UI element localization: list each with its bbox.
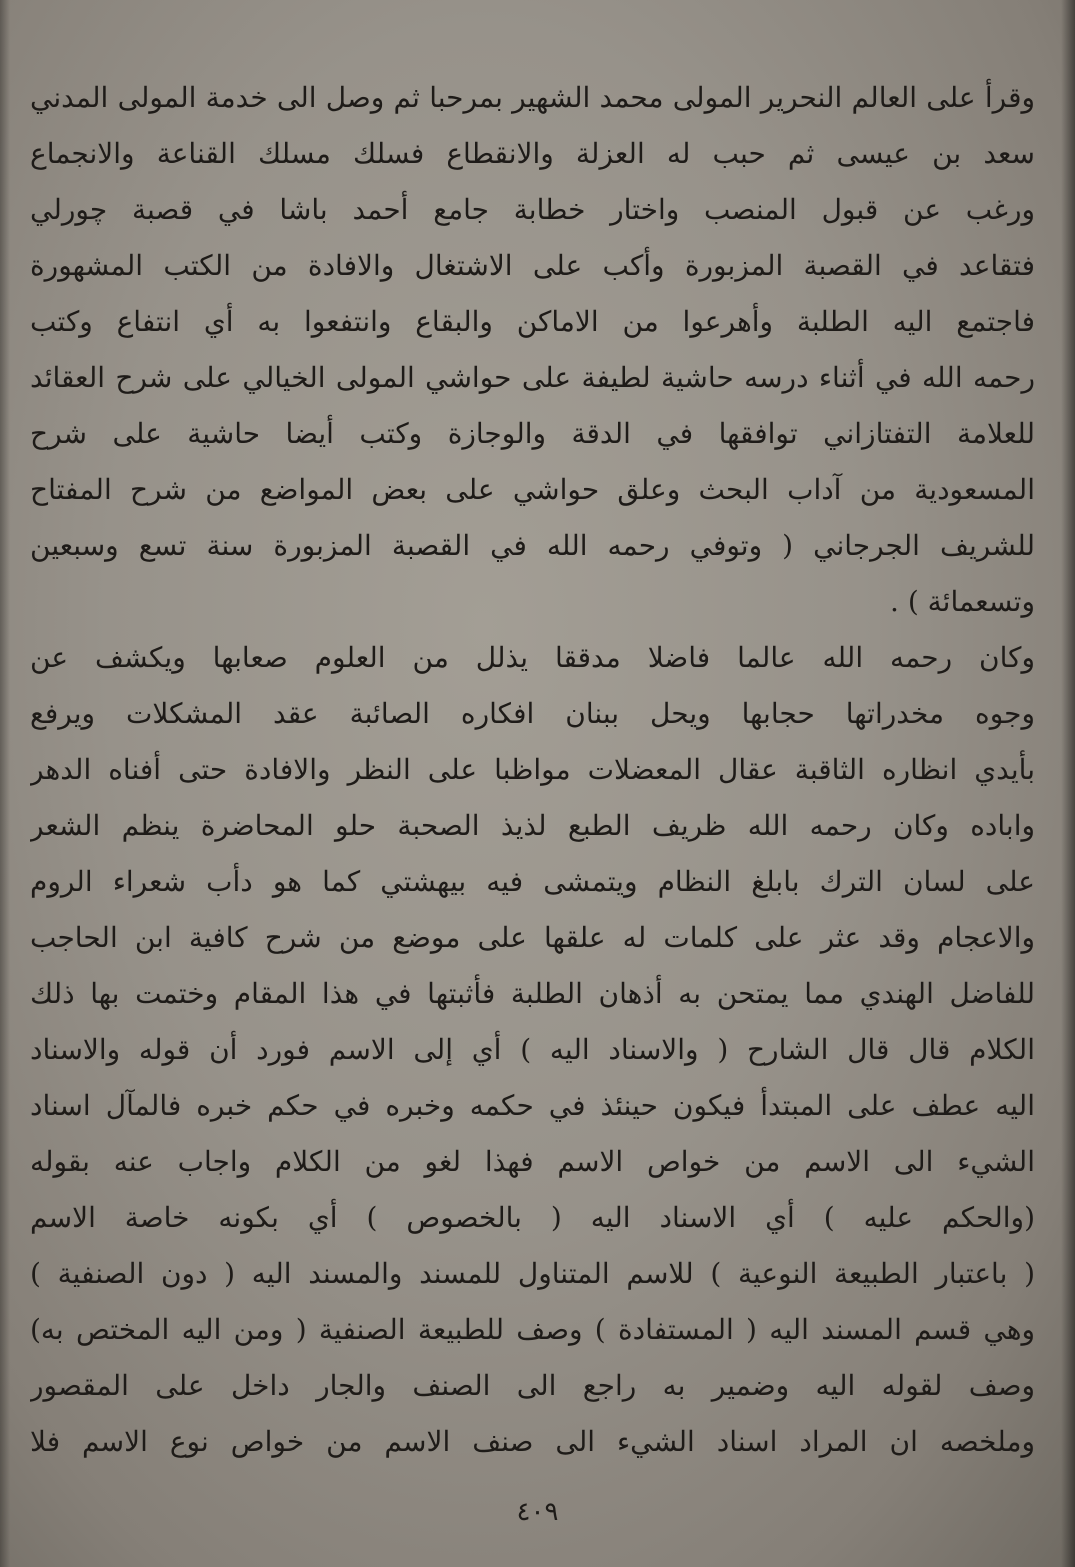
text-line-19: اليه عطف على المبتدأ فيكون حينئذ في حكمه وخبره في حكم خبره فالمآل اسناد bbox=[30, 1089, 1035, 1122]
text-line-23: وهي قسم المسند اليه ( المستفادة ) وصف للطبيعة الصنفية ( ومن اليه المختص به) bbox=[30, 1313, 1035, 1346]
text-line-1: وقرأ على العالم النحرير المولى محمد الشهير بمرحبا ثم وصل الى خدمة المولى المدني bbox=[30, 81, 1035, 114]
text-line-3: ورغب عن قبول المنصب واختار خطابة جامع أحمد باشا في قصبة چورلي bbox=[30, 193, 1035, 226]
text-line-7: للعلامة التفتازاني توافقها في الدقة والوجازة وكتب أيضا حاشية على شرح bbox=[30, 417, 1035, 450]
text-line-13: بأيدي انظاره الثاقبة عقال المعضلات مواظبا على النظر والافادة حتى أفناه الدهر bbox=[30, 753, 1035, 786]
text-line-12: وجوه مخدراتها حجابها ويحل ببنان افكاره الصائبة عقد المشكلات ويرفع bbox=[30, 697, 1035, 730]
text-line-9: للشريف الجرجاني ( وتوفي رحمه الله في القصبة المزبورة سنة تسع وسبعين bbox=[30, 529, 1035, 562]
text-line-22: ( باعتبار الطبيعة النوعية ) للاسم المتناول للمسند والمسند اليه ( دون الصنفية ) bbox=[30, 1257, 1035, 1290]
text-line-5: فاجتمع اليه الطلبة وأهرعوا من الاماكن والبقاع وانتفعوا به أي انتفاع وكتب bbox=[30, 305, 1035, 338]
text-line-25: وملخصه ان المراد اسناد الشيء الى صنف الاسم من خواص نوع الاسم فلا bbox=[30, 1425, 1035, 1458]
text-line-20: الشيء الى الاسم من خواص الاسم فهذا لغو من الكلام واجاب عنه بقوله bbox=[30, 1145, 1035, 1178]
page-text bbox=[30, 70, 1035, 1470]
text-line-2: سعد بن عيسى ثم حبب له العزلة والانقطاع فسلك مسلك القناعة والانجماع bbox=[30, 137, 1035, 170]
text-line-16: والاعجام وقد عثر على كلمات له علقها على موضع من شرح كافية ابن الحاجب bbox=[30, 921, 1035, 954]
text-line-4: فتقاعد في القصبة المزبورة وأكب على الاشتغال والافادة من الكتب المشهورة bbox=[30, 249, 1035, 282]
text-line-21: (والحكم عليه ) أي الاسناد اليه ( بالخصوص ) أي بكونه خاصة الاسم bbox=[30, 1201, 1035, 1234]
text-line-6: رحمه الله في أثناء درسه حاشية لطيفة على حواشي المولى الخيالي على شرح العقائد bbox=[30, 361, 1035, 394]
text-line-10: وتسعمائة ) . bbox=[890, 585, 1035, 618]
text-line-8: المسعودية من آداب البحث وعلق حواشي على بعض المواضع من شرح المفتاح bbox=[30, 473, 1035, 506]
text-line-15: على لسان الترك بابلغ النظام ويتمشى فيه بيهشتي كما هو دأب شعراء الروم bbox=[30, 865, 1035, 898]
text-line-14: واباده وكان رحمه الله ظريف الطبع لذيذ الصحبة حلو المحاضرة ينظم الشعر bbox=[30, 809, 1035, 842]
text-line-18: الكلام قال قال الشارح ( والاسناد اليه ) أي إلى الاسم فورد أن قوله والاسناد bbox=[30, 1033, 1035, 1066]
text-line-11: وكان رحمه الله عالما فاضلا مدققا يذلل من العلوم صعابها ويكشف عن bbox=[30, 641, 1035, 674]
page-number: ٤٠٩ bbox=[516, 1497, 559, 1527]
text-line-17: للفاضل الهندي مما يمتحن به أذهان الطلبة فأثبتها في هذا المقام وختمت بها ذلك bbox=[30, 977, 1035, 1010]
text-line-24: وصف لقوله اليه وضمير به راجع الى الصنف والجار داخل على المقصور bbox=[30, 1369, 1035, 1402]
